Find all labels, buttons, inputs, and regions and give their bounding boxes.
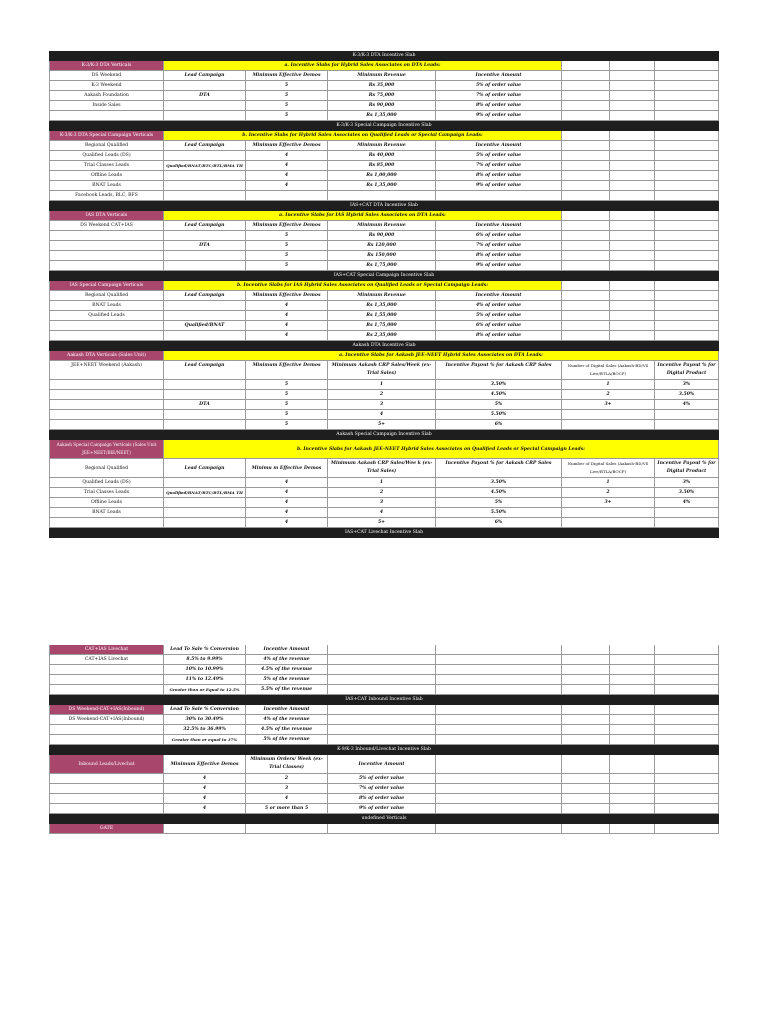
- cell: 5+: [328, 518, 436, 527]
- cell: 4% of order value: [436, 301, 562, 310]
- cell: 4%: [655, 400, 719, 409]
- column-header: Incentive Amount: [436, 141, 562, 150]
- vertical-item: K-3 Weekend: [49, 81, 164, 90]
- cell: 4: [164, 774, 246, 783]
- vertical-item: Inside Sales: [49, 101, 164, 110]
- table-row: [49, 71, 719, 81]
- cell: 7% of order value: [328, 784, 436, 793]
- vertical-item: Qualified Leads (DS): [49, 151, 164, 160]
- section-title: IAS+CAT DTA Incentive Slab: [49, 201, 719, 211]
- cell: 7% of order value: [436, 161, 562, 170]
- cell: 4: [246, 478, 328, 487]
- vertical-item: Aakash Foundation: [49, 91, 164, 100]
- cell: 5% of order value: [436, 311, 562, 320]
- cell: 4%: [655, 498, 719, 507]
- cell: 7% of order value: [436, 241, 562, 250]
- section-title: K-9/K-3 Inbound/Livechat Incentive Slab: [49, 745, 719, 755]
- cell: 4: [246, 331, 328, 340]
- cell: 4.5% of the revenue: [246, 665, 328, 674]
- vertical-label: IAS DTA Verticals: [49, 211, 164, 220]
- cell: 5: [246, 410, 328, 419]
- table-row: [49, 61, 719, 71]
- cell: Rs 40,000: [328, 151, 436, 160]
- cell: 4.5% of the revenue: [246, 725, 328, 734]
- column-header: Minimum Revenue: [328, 71, 436, 80]
- slab-heading: a. Incentive Slabs for IAS Hybrid Sales Associates on DTA Leads:: [164, 211, 562, 220]
- incentive-sheet-continued: [49, 645, 719, 834]
- cell: 3.50%: [655, 488, 719, 497]
- column-header: Minimum Aakash CRP Sales/Week (ex-Trial Sales): [328, 361, 436, 379]
- cell: Rs 1,55,000: [328, 311, 436, 320]
- cell: 4: [328, 410, 436, 419]
- section-title: K-3/K-3 Special Campaign Incentive Slab: [49, 121, 719, 131]
- cell: 5: [246, 81, 328, 90]
- slab-heading: a. Incentive Slabs for Hybrid Sales Associates on DTA Leads:: [164, 61, 562, 70]
- cell: 3.50%: [436, 380, 562, 389]
- cell: 4: [246, 301, 328, 310]
- cell: Rs 1,35,000: [328, 111, 436, 120]
- column-header: Minimum Revenue: [328, 291, 436, 300]
- slab-heading: b. Incentive Slabs for IAS Hybrid Sales Associates on Qualified Leads or Special Campaign Leads:: [164, 281, 562, 290]
- cell: 4: [246, 181, 328, 190]
- cell: Rs 1,35,000: [328, 181, 436, 190]
- incentive-sheet: [49, 51, 719, 538]
- cell: 7% of order value: [436, 91, 562, 100]
- cell: 3+: [562, 498, 655, 507]
- slab-heading: b. Incentive Slabs for Aakash JEE-NEET Hybrid Sales Associates on Qualified Leads or Special Campaign Leads:: [164, 440, 719, 458]
- cell: 3: [246, 784, 328, 793]
- column-header: Incentive Payout % for Digital Product: [655, 361, 719, 379]
- vertical-label: IAS Special Campaign Verticals: [49, 281, 164, 290]
- cell: Rs 90,000: [328, 231, 436, 240]
- column-header: Minimum Effective Demos: [164, 755, 246, 773]
- cell: 5% of order value: [328, 774, 436, 783]
- cell: 4: [246, 321, 328, 330]
- column-header: Number of Digital Sales (Aakash-BD/VS Live/BTLA/BOCP): [562, 459, 655, 477]
- cell: Rs 85,000: [328, 161, 436, 170]
- vertical-item: BNAT Leads: [49, 508, 164, 517]
- column-header: Minimum Effective Demos: [246, 71, 328, 80]
- cell: 8% of order value: [436, 331, 562, 340]
- cell: 5%: [436, 498, 562, 507]
- cell: 3+: [562, 400, 655, 409]
- cell: 5: [246, 390, 328, 399]
- cell: 3.50%: [436, 478, 562, 487]
- cell: 6% of order value: [436, 231, 562, 240]
- cell: Rs 1,75,000: [328, 321, 436, 330]
- cell: Rs 2,35,000: [328, 331, 436, 340]
- cell: 6%: [436, 518, 562, 527]
- cell: 5: [246, 111, 328, 120]
- cell: 4: [246, 488, 328, 497]
- cell: 8% of order value: [436, 101, 562, 110]
- cell: 6% of order value: [436, 321, 562, 330]
- cell: 5 or more than 5: [246, 804, 328, 813]
- cell: 4.50%: [436, 488, 562, 497]
- column-header: Incentive Amount: [436, 291, 562, 300]
- cell: 8% of order value: [436, 251, 562, 260]
- slab-heading: a. Incentive Slabs for Aakash JEE-NEET Hybrid Sales Associates on DTA Leads:: [164, 351, 719, 360]
- lead-campaign: DTA: [164, 400, 246, 409]
- column-header: Minimum Aakash CRP Sales/Wee k (ex-Trial Sales): [328, 459, 436, 477]
- cell: 4: [246, 508, 328, 517]
- cell: 4: [328, 508, 436, 517]
- section-title: Aakash DTA Incentive Slab: [49, 341, 719, 351]
- vertical-item: DS Weekend: [49, 71, 164, 80]
- cell: 2: [562, 390, 655, 399]
- section-title: Aakash Special Campaign Incentive Slab: [49, 430, 719, 440]
- cell: 5.50%: [436, 410, 562, 419]
- column-header: Minimum Effective Demos: [246, 221, 328, 230]
- cell: 8.5% to 9.99%: [164, 655, 246, 664]
- cell: Greater than or equal to 37%: [164, 735, 246, 744]
- column-header: Incentive Amount: [246, 705, 328, 714]
- cell: 4: [246, 794, 328, 803]
- vertical-item: BNAT Leads: [49, 181, 164, 190]
- cell: Rs 75,000: [328, 91, 436, 100]
- vertical-label: K-3/K-3 DTA Verticals: [49, 61, 164, 70]
- column-header: Incentive Amount: [328, 755, 436, 773]
- column-header: Lead Campaign: [164, 361, 246, 379]
- column-header: Incentive Payout % for Aakash CRP Sales: [436, 361, 562, 379]
- column-header: Incentive Amount: [246, 645, 328, 654]
- cell: 9% of order value: [328, 804, 436, 813]
- vertical-label: DS Weekend-CAT+IAS(Inbound): [49, 705, 164, 714]
- column-header: Minimum Revenue: [328, 141, 436, 150]
- cell: 6%: [436, 420, 562, 429]
- cell: 5.5% of the revenue: [246, 685, 328, 694]
- section-title: undefined Verticals: [49, 814, 719, 824]
- column-header: Incentive Amount: [436, 71, 562, 80]
- cell: 4.50%: [436, 390, 562, 399]
- vertical-item: JEE+NEET Weekend (Aakash): [49, 361, 164, 379]
- cell: 5: [246, 231, 328, 240]
- cell: 5: [246, 251, 328, 260]
- cell: 5.50%: [436, 508, 562, 517]
- vertical-item: Facebook Leads, BLC, BFS: [49, 191, 164, 200]
- cell: 1: [328, 478, 436, 487]
- section-title: IAS+CAT Special Campaign Incentive Slab: [49, 271, 719, 281]
- vertical-item: Regional Qualified: [49, 459, 164, 477]
- cell: 2: [328, 488, 436, 497]
- vertical-label: GATE: [49, 824, 164, 833]
- vertical-item: Regional Qualified: [49, 141, 164, 150]
- vertical-item: BNAT Leads: [49, 301, 164, 310]
- cell: 3.50%: [655, 390, 719, 399]
- column-header: Lead Campaign: [164, 291, 246, 300]
- cell: Rs 1,00,000: [328, 171, 436, 180]
- cell: 5: [246, 91, 328, 100]
- vertical-item: Trial Classes Leads: [49, 488, 164, 497]
- cell: 4: [164, 804, 246, 813]
- cell: 5: [246, 241, 328, 250]
- cell: 4% of the revenue: [246, 655, 328, 664]
- column-header: Lead Campaign: [164, 71, 246, 80]
- column-header: Incentive Payout % for Aakash CRP Sales: [436, 459, 562, 477]
- vertical-item: Qualified Leads (DS): [49, 478, 164, 487]
- slab-heading: b. Incentive Slabs for Hybrid Sales Associates on Qualified Leads or Special Campaign Leads:: [164, 131, 562, 140]
- vertical-item: DS Weekend-CAT+IAS(Inbound): [49, 715, 164, 724]
- cell: 5: [246, 101, 328, 110]
- column-header: Lead Campaign: [164, 141, 246, 150]
- lead-campaign: DTA: [164, 91, 246, 100]
- cell: Rs 90,000: [328, 101, 436, 110]
- vertical-item: Offline Leads: [49, 498, 164, 507]
- cell: 8% of order value: [328, 794, 436, 803]
- vertical-item: CAT+IAS Livechat: [49, 655, 164, 664]
- cell: 5% of the revenue: [246, 735, 328, 744]
- cell: 4: [164, 784, 246, 793]
- cell: 2: [328, 390, 436, 399]
- cell: 5+: [328, 420, 436, 429]
- cell: 4% of the revenue: [246, 715, 328, 724]
- section-title: IAS+CAT Inbound Incentive Slab: [49, 695, 719, 705]
- vertical-label: Inbound Leads/Livechat: [49, 755, 164, 773]
- column-header: Incentive Payout % for Digital Product: [655, 459, 719, 477]
- section-title: K-3/K-3 DTA Incentive Slab: [49, 51, 719, 61]
- cell: Rs 1,75,000: [328, 261, 436, 270]
- cell: 3: [328, 498, 436, 507]
- column-header: Minimu m Effective Demos: [246, 459, 328, 477]
- vertical-label: Aakash DTA Verticals (Sales Unit): [49, 351, 164, 360]
- cell: 2: [246, 774, 328, 783]
- vertical-item: Trial Classes Leads: [49, 161, 164, 170]
- lead-campaign: Qualified/BNAT: [164, 321, 246, 330]
- column-header: Minimum Effective Demos: [246, 141, 328, 150]
- column-header: Lead To Sale % Conversion: [164, 705, 246, 714]
- vertical-label: Aakash Special Campaign Verticals (Sales Unit JEE+NEET/BIE/NEET): [49, 440, 164, 458]
- cell: 2: [562, 488, 655, 497]
- column-header: Minimum Revenue: [328, 221, 436, 230]
- cell: 30% to 30.49%: [164, 715, 246, 724]
- cell: 4: [246, 151, 328, 160]
- cell: 5% of order value: [436, 151, 562, 160]
- cell: Rs 150,000: [328, 251, 436, 260]
- vertical-label: K-3/K-3 DTA Special Campaign Verticals: [49, 131, 164, 140]
- column-header: Minimum Orders/ Week (ex-Trial Classes): [246, 755, 328, 773]
- cell: 5% of the revenue: [246, 675, 328, 684]
- cell: 5: [246, 400, 328, 409]
- cell: 8% of order value: [436, 171, 562, 180]
- cell: 11% to 12.49%: [164, 675, 246, 684]
- cell: 3%: [655, 478, 719, 487]
- lead-campaign: Qualified/BNAT/BTC/BTL/BMA TH: [164, 161, 246, 170]
- cell: 9% of order value: [436, 181, 562, 190]
- column-header: Incentive Amount: [436, 221, 562, 230]
- cell: 4: [246, 311, 328, 320]
- column-header: Lead Campaign: [164, 221, 246, 230]
- cell: 5: [246, 420, 328, 429]
- column-header: Minimum Effective Demos: [246, 291, 328, 300]
- vertical-item: DS Weekend CAT+IAS: [49, 221, 164, 230]
- vertical-item: Regional Qualified: [49, 291, 164, 300]
- column-header: Lead To Sale % Conversion: [164, 645, 246, 654]
- cell: Rs 35,000: [328, 81, 436, 90]
- cell: 9% of order value: [436, 111, 562, 120]
- vertical-item: Qualified Leads: [49, 311, 164, 320]
- cell: 10% to 10.99%: [164, 665, 246, 674]
- column-header: Lead Campaign: [164, 459, 246, 477]
- lead-campaign: DTA: [164, 241, 246, 250]
- cell: 9% of order value: [436, 261, 562, 270]
- cell: 5: [246, 380, 328, 389]
- cell: Rs 1,35,000: [328, 301, 436, 310]
- cell: 1: [328, 380, 436, 389]
- cell: Greater than or Equal to 12.5%: [164, 685, 246, 694]
- cell: 4: [246, 171, 328, 180]
- cell: 3%: [655, 380, 719, 389]
- cell: 4: [164, 794, 246, 803]
- lead-campaign: Qualified/BNAT/BTC/BTL/BMA TH: [164, 488, 246, 497]
- column-header: Minimum Effective Demos: [246, 361, 328, 379]
- cell: Rs 120,000: [328, 241, 436, 250]
- cell: 3: [328, 400, 436, 409]
- section-title: IAS+CAT Livechat Incentive Slab: [49, 528, 719, 538]
- cell: 5: [246, 261, 328, 270]
- vertical-item: Offline Leads: [49, 171, 164, 180]
- column-header: Number of Digital Sales (Aakash-BD/VS Live/BTLA/BOCP): [562, 361, 655, 379]
- cell: 1: [562, 478, 655, 487]
- cell: 32.5% to 36.99%: [164, 725, 246, 734]
- vertical-label: CAT+IAS Livechat: [49, 645, 164, 654]
- cell: 4: [246, 498, 328, 507]
- cell: 1: [562, 380, 655, 389]
- cell: 5%: [436, 400, 562, 409]
- cell: 5% of order value: [436, 81, 562, 90]
- cell: 4: [246, 161, 328, 170]
- cell: 4: [246, 518, 328, 527]
